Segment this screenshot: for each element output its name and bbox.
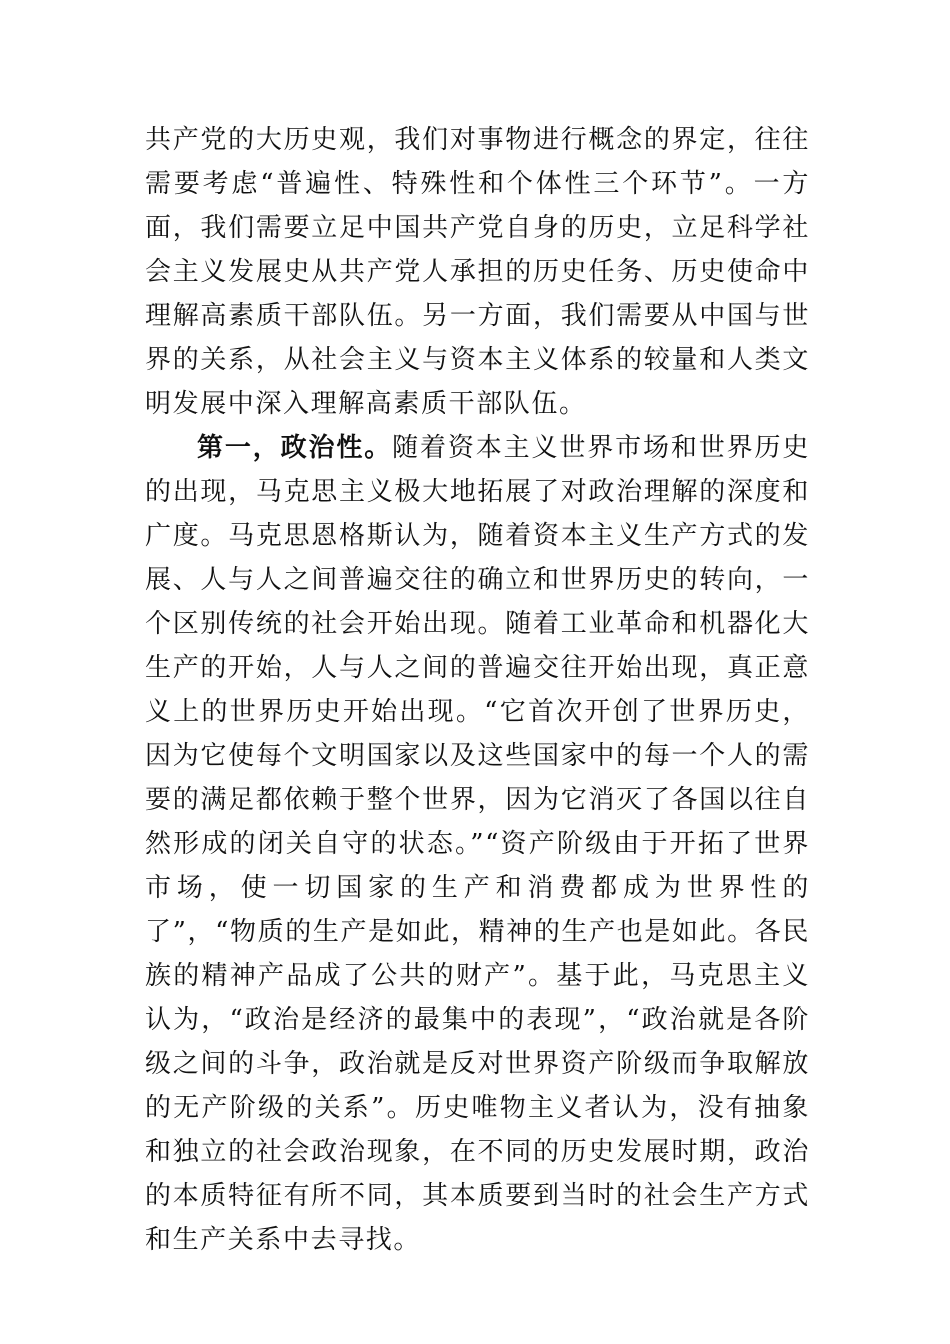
- paragraph-1: 共产党的大历史观，我们对事物进行概念的界定，往往需要考虑“普遍性、特殊性和个体性三个环节”。一方面，我们需要立足中国共产党自身的历史，立足科学社会主义发展史从共产党人承担的历史任务、历史使命中理解高素质干部队伍。另一方面，我们需要从中国与世界的关系，从社会主义与资本主义体系的较量和人类文明发展中深入理解高素质干部队伍。: [145, 125, 810, 419]
- section-lead-heading: 第一，政治性。: [197, 433, 393, 463]
- paragraph-2-body: 随着资本主义世界市场和世界历史的出现，马克思主义极大地拓展了对政治理解的深度和广度。马克思恩格斯认为，随着资本主义生产方式的发展、人与人之间普遍交往的确立和世界历史的转向，一个区别传统的社会开始出现。随着工业革命和机器化大生产的开始，人与人之间的普遍交往开始出现，真正意义上的世界历史开始出现。“它首次开创了世界历史，因为它使每个文明国家以及这些国家中的每一个人的需要的满足都依赖于整个世界，因为它消灭了各国以往自然形成的闭关自守的状态。”“资产阶级由于开拓了世界市场，使一切国家的生产和消费都成为世界性的了”，“物质的生产是如此，精神的生产也是如此。各民族的精神产品成了公共的财产”。基于此，马克思主义认为，“政治是经济的最集中的表现”，“政治就是各阶级之间的斗争，政治就是反对世界资产阶级而争取解放的无产阶级的关系”。历史唯物主义者认为，没有抽象和独立的社会政治现象，在不同的历史发展时期，政治的本质特征有所不同，其本质要到当时的社会生产方式和生产关系中去寻找。: [145, 433, 810, 1255]
- document-body: [145, 118, 810, 1262]
- paragraph-2: [145, 426, 810, 1262]
